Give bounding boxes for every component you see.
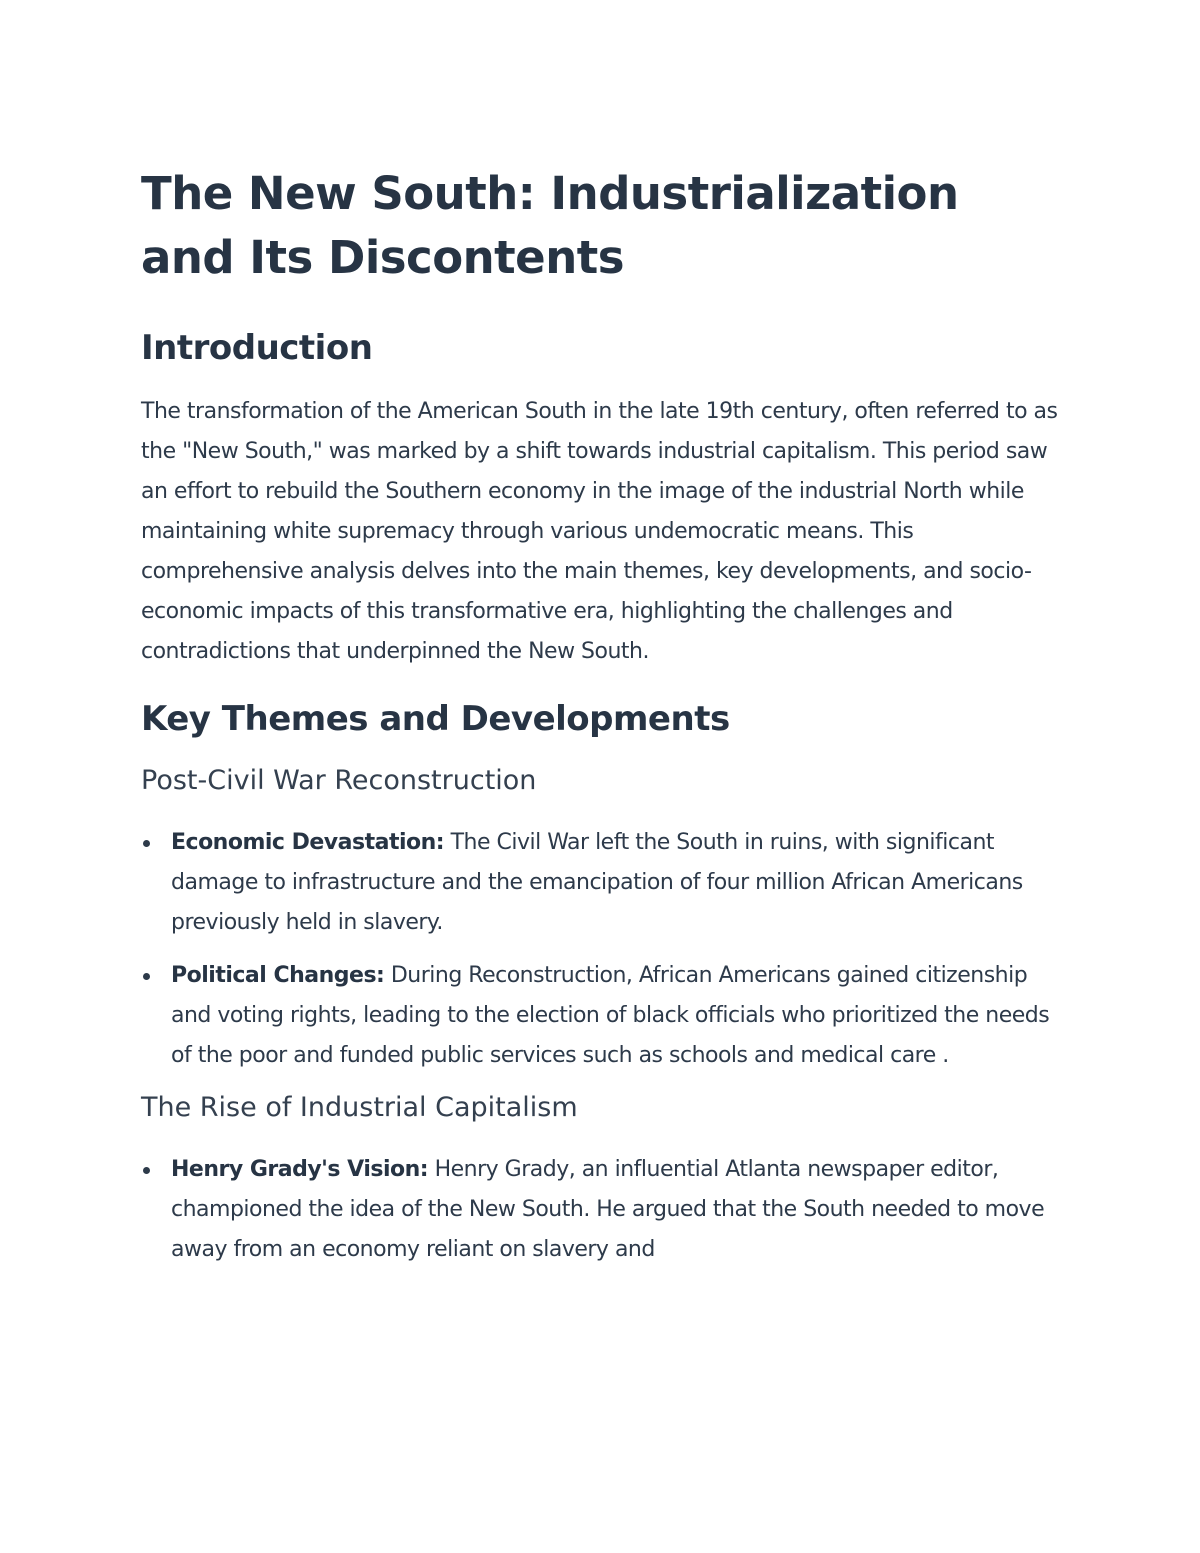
list-item [141, 956, 1059, 1076]
introduction-heading: Introduction [141, 328, 373, 368]
reconstruction-heading: Post-Civil War Reconstruction [141, 765, 537, 796]
industrial-list [141, 1150, 1059, 1270]
document-page [141, 162, 1059, 1270]
document-title: The New South: Industrialization and Its Discontents [141, 167, 959, 284]
list-item [141, 823, 1059, 943]
list-item [141, 1150, 1059, 1270]
list-item-term: Henry Grady's Vision: [171, 1157, 429, 1182]
list-item-text: The Civil War left the South in ruins, with significant damage to infrastructure and the emancipation of four million African Americans previously held in slavery. [171, 830, 1023, 935]
industrial-capitalism-heading: The Rise of Industrial Capitalism [141, 1092, 578, 1123]
list-item-text: Henry Grady, an influential Atlanta newspaper editor, championed the idea of the New South. He argued that the South needed to move away from an economy reliant on slavery and [171, 1157, 1045, 1262]
bullet-icon [143, 973, 150, 980]
bullet-icon [143, 840, 150, 847]
key-themes-heading: Key Themes and Developments [141, 699, 730, 739]
list-item-text: During Reconstruction, African Americans gained citizenship and voting rights, leading to the election of black officials who prioritized the needs of the poor and funded public services such as schools and medical care . [171, 963, 1050, 1068]
introduction-paragraph: The transformation of the American South in the late 19th century, often referred to as the "New South," was marked by a shift towards industrial capitalism. This period saw an effort to rebuild the Southern economy in the image of the industrial North while maintaining white supremacy through various undemocratic means. This comprehensive analysis delves into the main themes, key developments, and socio-economic impacts of this transformative era, highlighting the challenges and contradictions that underpinned the New South. [141, 399, 1058, 664]
bullet-icon [143, 1167, 150, 1174]
list-item-term: Political Changes: [171, 963, 385, 988]
list-item-term: Economic Devastation: [171, 830, 445, 855]
reconstruction-list [141, 823, 1059, 1076]
